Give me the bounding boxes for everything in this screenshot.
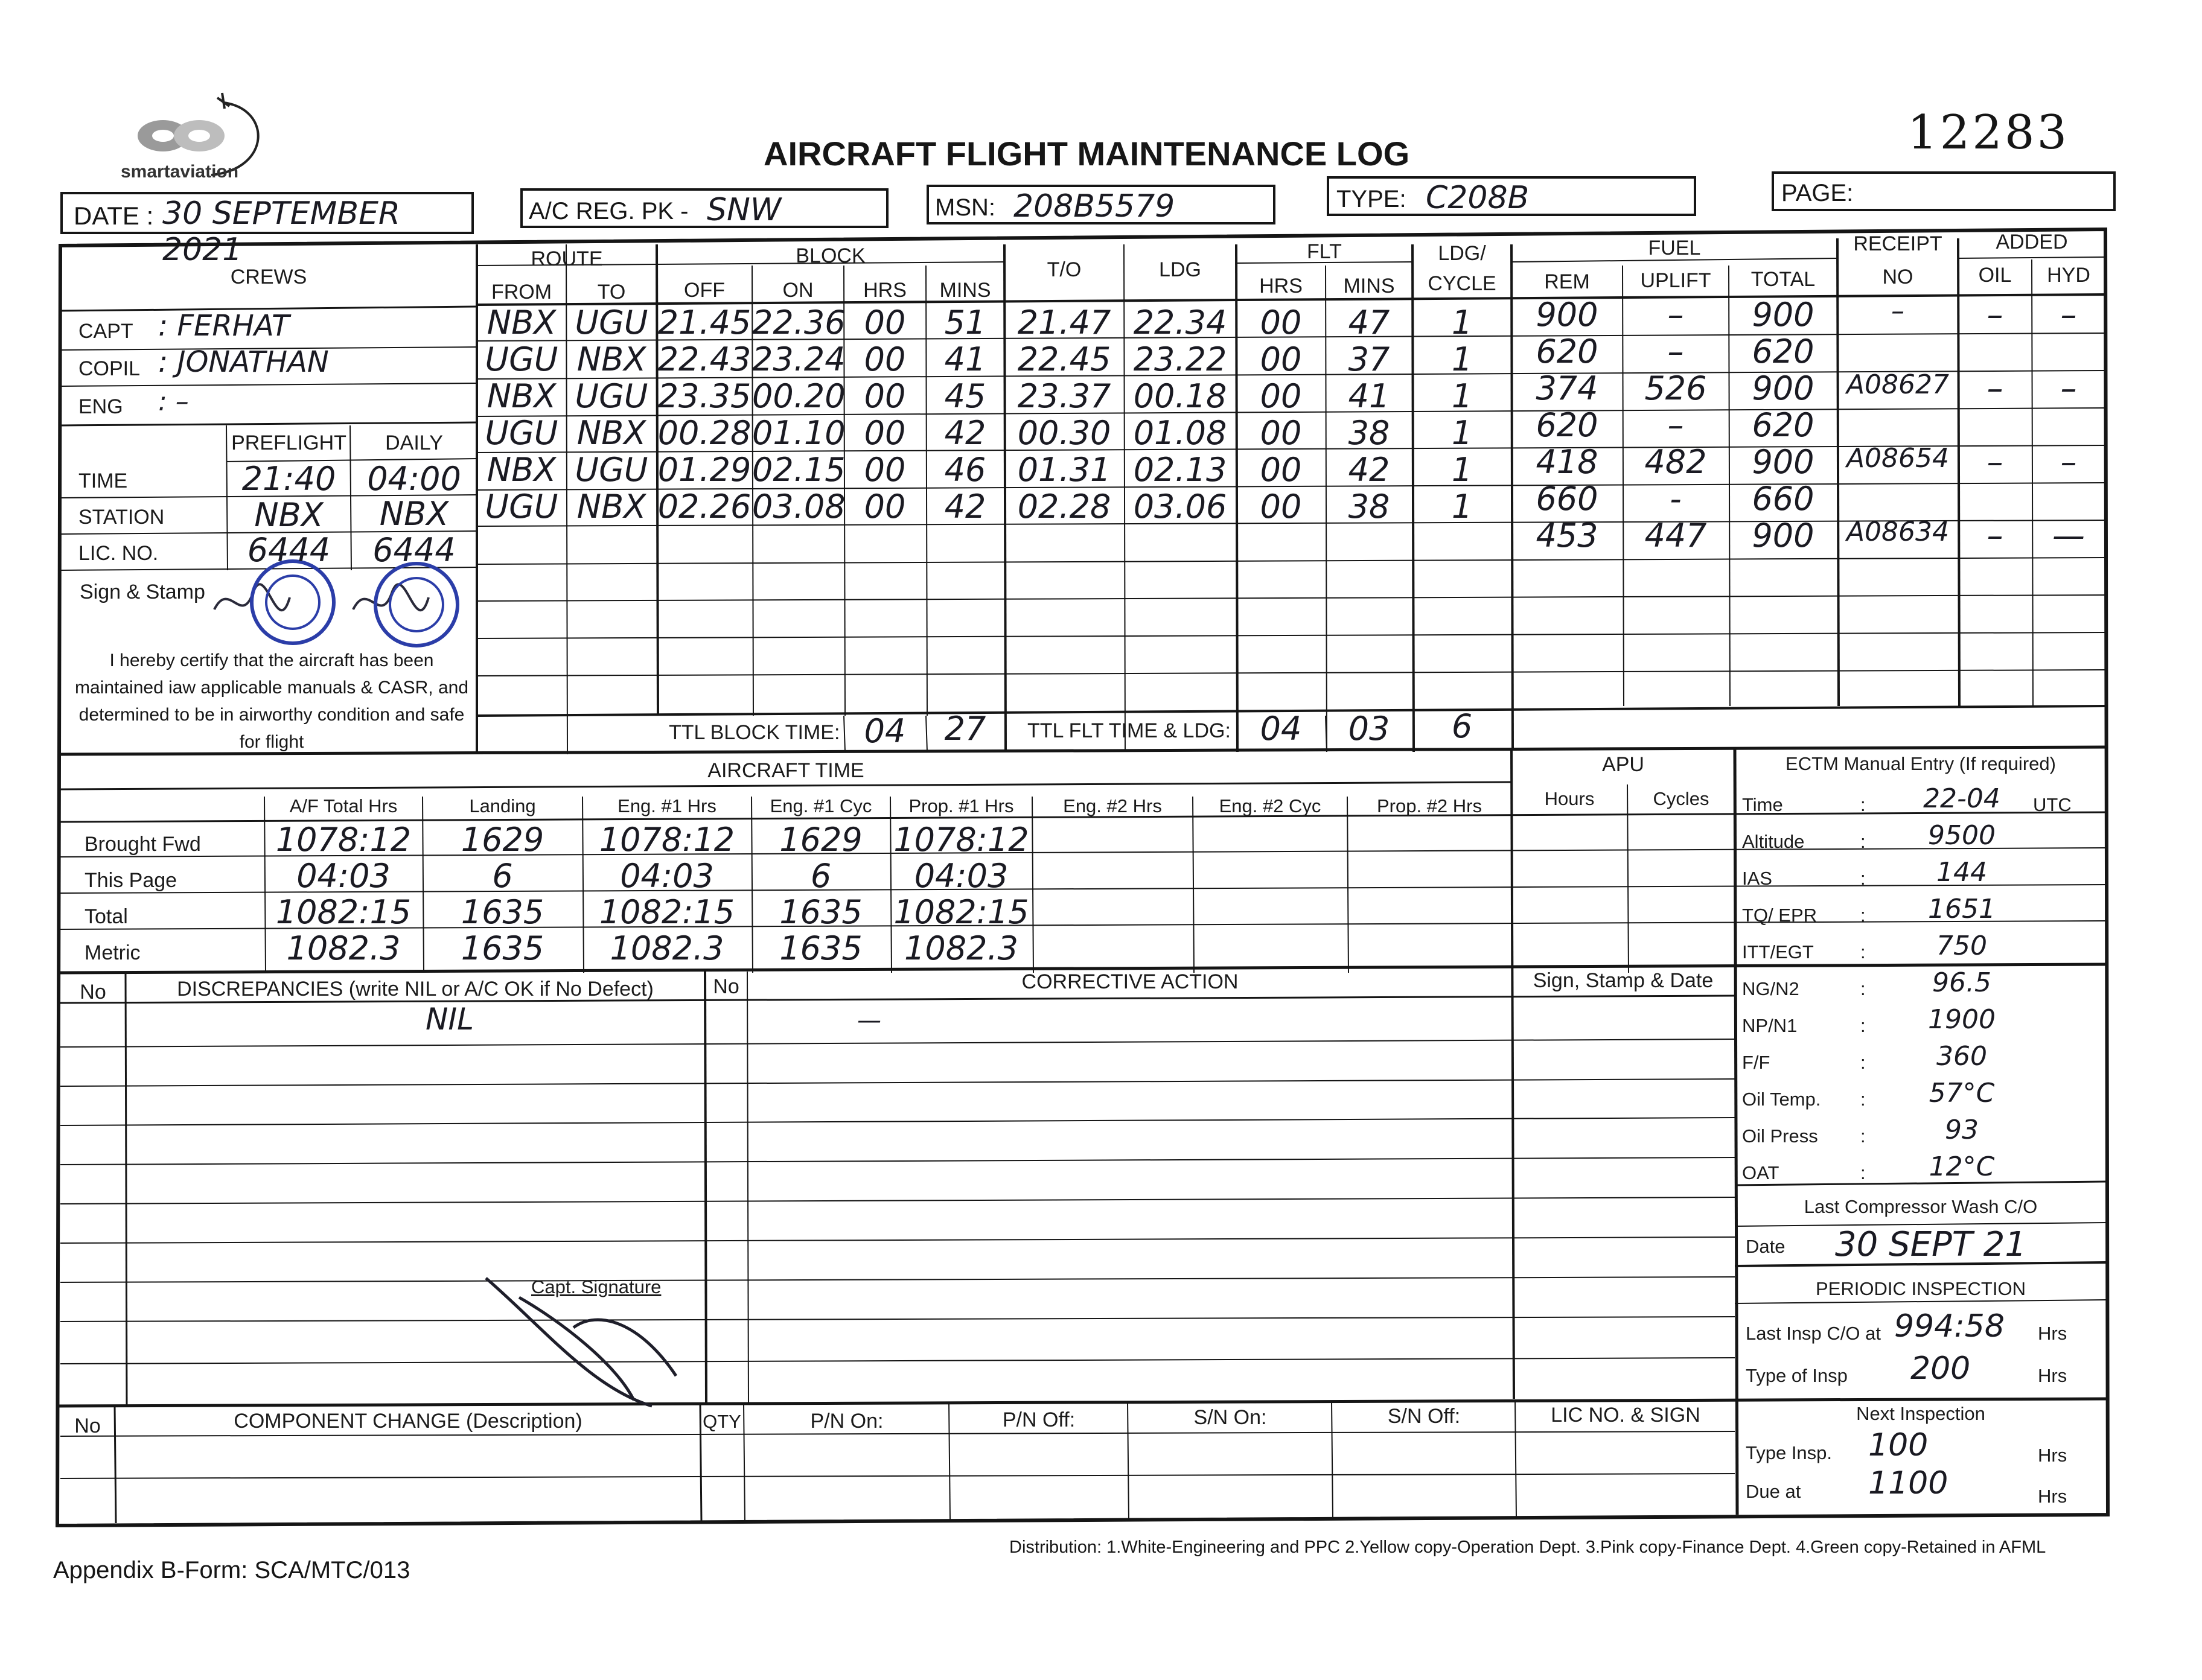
fuel-rem[interactable]: 418 — [1536, 443, 1598, 481]
msn-value: 208B5579 — [1013, 188, 1175, 224]
ectm-colon: : — [1860, 1015, 1866, 1036]
periodic-inspection-header: PERIODIC INSPECTION — [1816, 1278, 2026, 1299]
capt-label: CAPT — [78, 320, 133, 343]
leg-block-off[interactable]: 22.43 — [657, 340, 752, 378]
fuel-receipt[interactable]: A08634 — [1846, 517, 1950, 547]
ttl-flt-label: TTL FLT TIME & LDG: — [1027, 719, 1231, 742]
ectm-row-label: Time — [1742, 794, 1783, 815]
block-header: BLOCK — [796, 244, 866, 267]
date-value: 30 SEPTEMBER 2021 — [162, 196, 401, 268]
leg-block-mins[interactable]: 45 — [944, 377, 986, 415]
ectm-colon: : — [1860, 905, 1866, 926]
ttl-block-mins[interactable]: 27 — [944, 710, 986, 748]
ttl-block-label: TTL BLOCK TIME: — [669, 721, 840, 744]
leg-flt-mins[interactable]: 47 — [1348, 304, 1390, 342]
added-hyd[interactable]: – — [2060, 296, 2077, 334]
leg-to[interactable]: NBX — [576, 414, 646, 452]
pn-on-header: P/N On: — [810, 1410, 884, 1433]
leg-block-off[interactable]: 00.28 — [657, 414, 752, 452]
block-off-header: OFF — [684, 279, 725, 302]
aircraft-time-value[interactable]: 1082.3 — [610, 929, 724, 967]
leg-block-off[interactable]: 02.26 — [657, 488, 752, 526]
compressor-wash-header: Last Compressor Wash C/O — [1804, 1196, 2038, 1217]
added-oil[interactable]: – — [1987, 517, 2003, 555]
ectm-row-unit: UTC — [2033, 794, 2072, 815]
receipt-header: RECEIPT — [1853, 232, 1942, 255]
added-hyd[interactable]: — — [2052, 517, 2085, 555]
last-insp-unit: Hrs — [2038, 1323, 2067, 1344]
discrepancy-entry[interactable]: NIL — [426, 1002, 474, 1037]
leg-flt-mins[interactable]: 38 — [1348, 488, 1390, 526]
aircraft-time-value[interactable]: 04:03 — [620, 857, 714, 895]
leg-takeoff[interactable]: 21.47 — [1017, 304, 1111, 342]
ectm-row-label: OAT — [1742, 1162, 1779, 1183]
leg-landing[interactable]: 00.18 — [1133, 377, 1227, 415]
compressor-date-label: Date — [1746, 1236, 1786, 1257]
ectm-colon: : — [1860, 1125, 1866, 1147]
fuel-rem[interactable]: 620 — [1536, 406, 1598, 444]
receipt-no-header: NO — [1882, 266, 1913, 288]
route-header: ROUTE — [531, 247, 603, 270]
next-type-label: Type Insp. — [1746, 1442, 1833, 1463]
leg-landing[interactable]: 03.06 — [1133, 488, 1227, 526]
ectm-row-label: NP/N1 — [1742, 1015, 1798, 1036]
ectm-row-value[interactable]: 57°C — [1929, 1078, 1995, 1109]
daily-station[interactable]: NBX — [379, 495, 449, 533]
aircraft-time-value[interactable]: 1082:15 — [893, 893, 1029, 931]
fuel-total[interactable]: 900 — [1752, 517, 1814, 555]
leg-block-off[interactable]: 01.29 — [657, 451, 752, 489]
ectm-colon: : — [1860, 1052, 1866, 1073]
leg-from[interactable]: NBX — [487, 377, 557, 415]
fuel-uplift[interactable]: 482 — [1644, 443, 1707, 481]
fuel-receipt[interactable]: A08627 — [1846, 369, 1950, 400]
ectm-row-label: Altitude — [1742, 831, 1805, 852]
aircraft-time-value[interactable]: 1635 — [461, 929, 544, 967]
ectm-colon: : — [1860, 978, 1866, 999]
leg-block-mins[interactable]: 46 — [944, 451, 986, 489]
aircraft-time-col-header: Eng. #2 Cyc — [1219, 795, 1321, 816]
leg-cycle[interactable]: 1 — [1451, 304, 1473, 342]
captain-signature-label: Capt. Signature — [531, 1276, 662, 1297]
added-hyd[interactable]: – — [2060, 443, 2077, 481]
fuel-total[interactable]: 620 — [1752, 406, 1814, 444]
fuel-header: FUEL — [1648, 237, 1701, 259]
leg-landing[interactable]: 02.13 — [1133, 451, 1227, 489]
leg-to[interactable]: UGU — [575, 304, 648, 342]
added-oil[interactable]: – — [1987, 443, 2003, 481]
type-value: C208B — [1426, 180, 1530, 216]
leg-block-on[interactable]: 22.36 — [752, 304, 846, 342]
serial-number: 12283 — [1907, 106, 2070, 160]
aircraft-time-col-header: Eng. #2 Hrs — [1063, 795, 1162, 816]
leg-landing[interactable]: 22.34 — [1133, 304, 1227, 342]
added-oil-header: OIL — [1978, 264, 2012, 287]
pn-off-header: P/N Off: — [1002, 1408, 1076, 1431]
leg-flt-hrs[interactable]: 00 — [1260, 304, 1302, 342]
fuel-uplift[interactable]: 526 — [1644, 369, 1707, 407]
corrective-action-header: CORRECTIVE ACTION — [1021, 970, 1239, 993]
leg-cycle[interactable]: 1 — [1451, 340, 1473, 378]
fuel-total[interactable]: 620 — [1752, 332, 1814, 371]
lic-sign-header: LIC NO. & SIGN — [1551, 1404, 1700, 1427]
fuel-rem[interactable]: 620 — [1536, 332, 1598, 371]
date-label: DATE : — [74, 202, 154, 230]
ectm-colon: : — [1860, 831, 1866, 852]
leg-flt-hrs[interactable]: 00 — [1260, 414, 1302, 452]
fuel-receipt[interactable]: – — [1891, 296, 1904, 326]
preflight-label: PREFLIGHT — [231, 431, 346, 454]
fuel-rem[interactable]: 374 — [1536, 369, 1598, 407]
compressor-date-value[interactable]: 30 SEPT 21 — [1835, 1225, 2027, 1264]
leg-takeoff[interactable]: 01.31 — [1017, 451, 1111, 489]
aircraft-time-value[interactable]: 6 — [810, 857, 832, 895]
leg-block-hrs[interactable]: 00 — [864, 304, 906, 342]
aircraft-time-col-header: Prop. #1 Hrs — [908, 795, 1014, 816]
aircraft-time-row-label: Brought Fwd — [85, 833, 201, 856]
aircraft-time-value[interactable]: 1635 — [461, 893, 544, 931]
aircraft-time-col-header: A/F Total Hrs — [289, 795, 398, 816]
fuel-uplift[interactable]: 447 — [1644, 517, 1707, 555]
takeoff-header: T/O — [1047, 258, 1082, 281]
type-insp-value[interactable]: 200 — [1910, 1351, 1971, 1387]
form-title: AIRCRAFT FLIGHT MAINTENANCE LOG — [764, 135, 1410, 173]
apu-hours-label: Hours — [1544, 788, 1595, 809]
fuel-total[interactable]: 900 — [1752, 296, 1814, 334]
ectm-row-label: Oil Press — [1742, 1125, 1818, 1147]
aircraft-time-value[interactable]: 1629 — [779, 821, 863, 859]
leg-block-on[interactable]: 23.24 — [752, 340, 846, 378]
leg-block-hrs[interactable]: 00 — [864, 340, 906, 378]
leg-cycle[interactable]: 1 — [1451, 414, 1473, 452]
ectm-colon: : — [1860, 868, 1866, 889]
msn-label: MSN: — [935, 194, 995, 221]
fuel-total-header: TOTAL — [1750, 268, 1816, 291]
leg-flt-hrs[interactable]: 00 — [1260, 377, 1302, 415]
ectm-row-value[interactable]: 96.5 — [1932, 967, 1991, 998]
type-label: TYPE: — [1336, 186, 1406, 212]
fuel-uplift[interactable]: - — [1670, 480, 1682, 518]
form-number: Appendix B-Form: SCA/MTC/013 — [53, 1557, 410, 1583]
ectm-colon: : — [1860, 941, 1866, 962]
next-type-unit: Hrs — [2038, 1445, 2067, 1466]
aircraft-time-value[interactable]: 1078:12 — [599, 821, 735, 859]
fuel-uplift-header: UPLIFT — [1640, 269, 1711, 292]
ectm-header: ECTM Manual Entry (If required) — [1786, 753, 2056, 774]
crews-header: CREWS — [230, 266, 307, 288]
ectm-row-value[interactable]: 1900 — [1928, 1004, 1996, 1035]
logo-text: smartaviation — [121, 162, 239, 182]
registration-value: SNW — [707, 192, 782, 228]
next-inspection-header: Next Inspection — [1856, 1403, 1985, 1424]
added-oil[interactable]: – — [1987, 369, 2003, 407]
discrepancies-header: DISCREPANCIES (write NIL or A/C OK if No Defect) — [177, 978, 654, 1001]
ectm-colon: : — [1860, 1089, 1866, 1110]
ectm-row-label: ITT/EGT — [1742, 941, 1814, 962]
leg-from[interactable]: NBX — [487, 304, 557, 342]
leg-block-hrs[interactable]: 00 — [864, 488, 906, 526]
ectm-row-label: NG/N2 — [1742, 978, 1799, 999]
leg-landing[interactable]: 23.22 — [1133, 340, 1227, 378]
ldg-cycle-header: LDG/ CYCLE — [1428, 242, 1496, 295]
aircraft-time-value[interactable]: 1082.3 — [286, 929, 401, 967]
leg-block-on[interactable]: 00.20 — [752, 377, 846, 415]
aircraft-time-value[interactable]: 04:03 — [914, 857, 1009, 895]
station-label: STATION — [78, 506, 165, 529]
leg-from[interactable]: UGU — [485, 340, 558, 378]
leg-cycle[interactable]: 1 — [1451, 451, 1473, 489]
apu-cycles-label: Cycles — [1653, 788, 1709, 809]
aircraft-time-value[interactable]: 1078:12 — [275, 821, 412, 859]
added-hyd[interactable]: – — [2060, 369, 2077, 407]
block-hrs-header: HRS — [863, 279, 907, 302]
ectm-colon: : — [1860, 794, 1866, 815]
leg-block-mins[interactable]: 41 — [944, 340, 986, 378]
fuel-total[interactable]: 660 — [1752, 480, 1814, 518]
registration-label: A/C REG. PK - — [529, 198, 689, 224]
aircraft-time-row-label: Total — [85, 905, 128, 928]
qty-header: QTY — [703, 1411, 741, 1432]
ttl-block-hrs[interactable]: 04 — [864, 712, 906, 750]
sn-off-header: S/N Off: — [1387, 1405, 1461, 1428]
fuel-uplift[interactable]: – — [1667, 406, 1684, 444]
aircraft-time-row-label: This Page — [85, 869, 177, 892]
eng-label: ENG — [78, 395, 123, 418]
eng-value[interactable]: : – — [158, 386, 189, 417]
aircraft-time-value[interactable]: 1082:15 — [599, 893, 735, 931]
copil-label: COPIL — [78, 357, 141, 380]
leg-block-mins[interactable]: 51 — [944, 304, 986, 342]
fuel-receipt[interactable]: A08654 — [1846, 443, 1950, 474]
leg-flt-hrs[interactable]: 00 — [1260, 488, 1302, 526]
leg-takeoff[interactable]: 23.37 — [1017, 377, 1111, 415]
fuel-total[interactable]: 900 — [1752, 369, 1814, 407]
sign-stamp-date-header: Sign, Stamp & Date — [1533, 969, 1714, 992]
last-insp-value[interactable]: 994:58 — [1894, 1308, 2005, 1344]
route-to-header: TO — [597, 281, 626, 304]
added-oil[interactable]: – — [1987, 296, 2003, 334]
leg-block-on[interactable]: 02.15 — [752, 451, 846, 489]
aircraft-time-value[interactable]: 1078:12 — [893, 821, 1029, 859]
leg-to[interactable]: UGU — [575, 377, 648, 415]
leg-from[interactable]: NBX — [487, 451, 557, 489]
ectm-colon: : — [1860, 1162, 1866, 1183]
leg-takeoff[interactable]: 00.30 — [1017, 414, 1111, 452]
ectm-row-value[interactable]: 12°C — [1929, 1151, 1995, 1182]
fuel-total[interactable]: 900 — [1752, 443, 1814, 481]
last-insp-label: Last Insp C/O at — [1746, 1323, 1881, 1344]
due-at-label: Due at — [1746, 1481, 1801, 1502]
aircraft-time-value[interactable]: 1082:15 — [275, 893, 412, 931]
fuel-rem[interactable]: 900 — [1536, 296, 1598, 334]
aircraft-time-col-header: Eng. #1 Cyc — [770, 795, 872, 816]
daily-license[interactable]: 6444 — [372, 531, 456, 569]
leg-to[interactable]: NBX — [576, 340, 646, 378]
ttl-landings[interactable]: 6 — [1451, 707, 1473, 745]
leg-to[interactable]: UGU — [575, 451, 648, 489]
corrective-no-header: No — [713, 975, 739, 998]
flt-mins-header: MINS — [1343, 275, 1395, 298]
fuel-uplift[interactable]: – — [1667, 332, 1684, 371]
aircraft-time-col-header: Prop. #2 Hrs — [1376, 795, 1482, 816]
ttl-flt-mins[interactable]: 03 — [1348, 710, 1390, 748]
leg-block-off[interactable]: 21.45 — [657, 304, 752, 342]
aircraft-time-col-header: Eng. #1 Hrs — [618, 795, 716, 816]
leg-takeoff[interactable]: 22.45 — [1017, 340, 1111, 378]
fuel-rem-header: REM — [1544, 270, 1590, 293]
next-type-value[interactable]: 100 — [1868, 1427, 1929, 1463]
component-change-header: COMPONENT CHANGE (Description) — [234, 1410, 582, 1433]
capt-value[interactable]: : FERHAT — [158, 309, 290, 343]
ectm-row-value[interactable]: 750 — [1936, 931, 1987, 961]
type-insp-unit: Hrs — [2038, 1365, 2067, 1386]
ectm-row-value[interactable]: 9500 — [1928, 820, 1996, 851]
leg-flt-mins[interactable]: 38 — [1348, 414, 1390, 452]
fuel-rem[interactable]: 453 — [1536, 517, 1598, 555]
ectm-row-value[interactable]: 1651 — [1928, 894, 1996, 924]
sign-stamp-label: Sign & Stamp — [80, 581, 205, 603]
apu-header: APU — [1602, 753, 1644, 776]
leg-flt-mins[interactable]: 41 — [1348, 377, 1390, 415]
leg-block-mins[interactable]: 42 — [944, 414, 986, 452]
time-label: TIME — [78, 469, 128, 492]
aircraft-time-value[interactable]: 1629 — [461, 821, 544, 859]
ectm-row-label: Oil Temp. — [1742, 1089, 1821, 1110]
daily-stamp — [375, 564, 458, 646]
ectm-row-label: IAS — [1742, 868, 1772, 889]
license-label: LIC. NO. — [78, 542, 159, 565]
distribution-note: Distribution: 1.White-Engineering and PPC 2.Yellow copy-Operation Dept. 3.Pink copy-Finance Dept. 4.Green copy-Retained in AFML — [1009, 1538, 2046, 1557]
leg-flt-mins[interactable]: 42 — [1348, 451, 1390, 489]
leg-flt-mins[interactable]: 37 — [1348, 340, 1390, 378]
leg-flt-hrs[interactable]: 00 — [1260, 451, 1302, 489]
preflight-license[interactable]: 6444 — [247, 531, 331, 569]
block-mins-header: MINS — [939, 279, 991, 302]
preflight-stamp — [252, 561, 334, 643]
added-hyd-header: HYD — [2047, 264, 2090, 287]
leg-block-hrs[interactable]: 00 — [864, 414, 906, 452]
certification-statement: I hereby certify that the aircraft has been maintained iaw applicable manuals & CASR, and determined to be in airworthy condition and safe for flight — [74, 651, 469, 752]
route-from-header: FROM — [491, 281, 552, 304]
leg-cycle[interactable]: 1 — [1451, 488, 1473, 526]
aircraft-time-value[interactable]: 1635 — [779, 929, 863, 967]
ectm-row-value[interactable]: 144 — [1936, 857, 1987, 888]
preflight-time[interactable]: 21:40 — [241, 460, 336, 498]
sn-on-header: S/N On: — [1193, 1406, 1267, 1429]
leg-flt-hrs[interactable]: 00 — [1260, 340, 1302, 378]
added-header: ADDED — [1996, 231, 2068, 253]
component-no-header: No — [74, 1414, 101, 1437]
ectm-row-value[interactable]: 22-04 — [1923, 783, 2000, 814]
type-insp-label: Type of Insp — [1746, 1365, 1848, 1386]
ttl-flt-hrs[interactable]: 04 — [1260, 710, 1302, 748]
leg-takeoff[interactable]: 02.28 — [1017, 488, 1111, 526]
flt-hrs-header: HRS — [1259, 275, 1303, 298]
due-at-unit: Hrs — [2038, 1486, 2067, 1507]
leg-block-hrs[interactable]: 00 — [864, 377, 906, 415]
preflight-station[interactable]: NBX — [254, 496, 324, 534]
page-label: PAGE: — [1781, 180, 1854, 206]
leg-block-on[interactable]: 01.10 — [752, 414, 846, 452]
daily-time[interactable]: 04:00 — [367, 460, 461, 498]
landing-time-header: LDG — [1159, 258, 1201, 281]
fuel-uplift[interactable]: – — [1667, 296, 1684, 334]
fuel-rem[interactable]: 660 — [1536, 480, 1598, 518]
corrective-action-entry[interactable]: — — [857, 1007, 881, 1034]
ectm-row-value[interactable]: 93 — [1945, 1115, 1979, 1145]
flt-header: FLT — [1307, 240, 1342, 263]
aircraft-time-row-label: Metric — [85, 941, 141, 964]
aircraft-time-value[interactable]: 6 — [492, 857, 513, 895]
block-on-header: ON — [782, 279, 814, 302]
daily-label: DAILY — [385, 431, 443, 454]
leg-cycle[interactable]: 1 — [1451, 377, 1473, 415]
ectm-row-label: TQ/ EPR — [1742, 905, 1817, 926]
leg-block-on[interactable]: 03.08 — [752, 488, 846, 526]
leg-from[interactable]: UGU — [485, 488, 558, 526]
copil-value[interactable]: : JONATHAN — [158, 345, 329, 379]
ectm-row-value[interactable]: 360 — [1936, 1041, 1987, 1072]
discrepancy-no-header: No — [80, 981, 106, 1004]
leg-block-mins[interactable]: 42 — [944, 488, 986, 526]
aircraft-time-value[interactable]: 1635 — [779, 893, 863, 931]
due-at-value[interactable]: 1100 — [1868, 1465, 1948, 1501]
leg-landing[interactable]: 01.08 — [1133, 414, 1227, 452]
ectm-row-label: F/F — [1742, 1052, 1770, 1073]
leg-block-off[interactable]: 23.35 — [657, 377, 752, 415]
aircraft-time-value[interactable]: 04:03 — [296, 857, 391, 895]
leg-to[interactable]: NBX — [576, 488, 646, 526]
aircraft-time-col-header: Landing — [469, 795, 536, 816]
leg-block-hrs[interactable]: 00 — [864, 451, 906, 489]
aircraft-time-header: AIRCRAFT TIME — [707, 759, 864, 782]
aircraft-time-value[interactable]: 1082.3 — [904, 929, 1018, 967]
leg-from[interactable]: UGU — [485, 414, 558, 452]
